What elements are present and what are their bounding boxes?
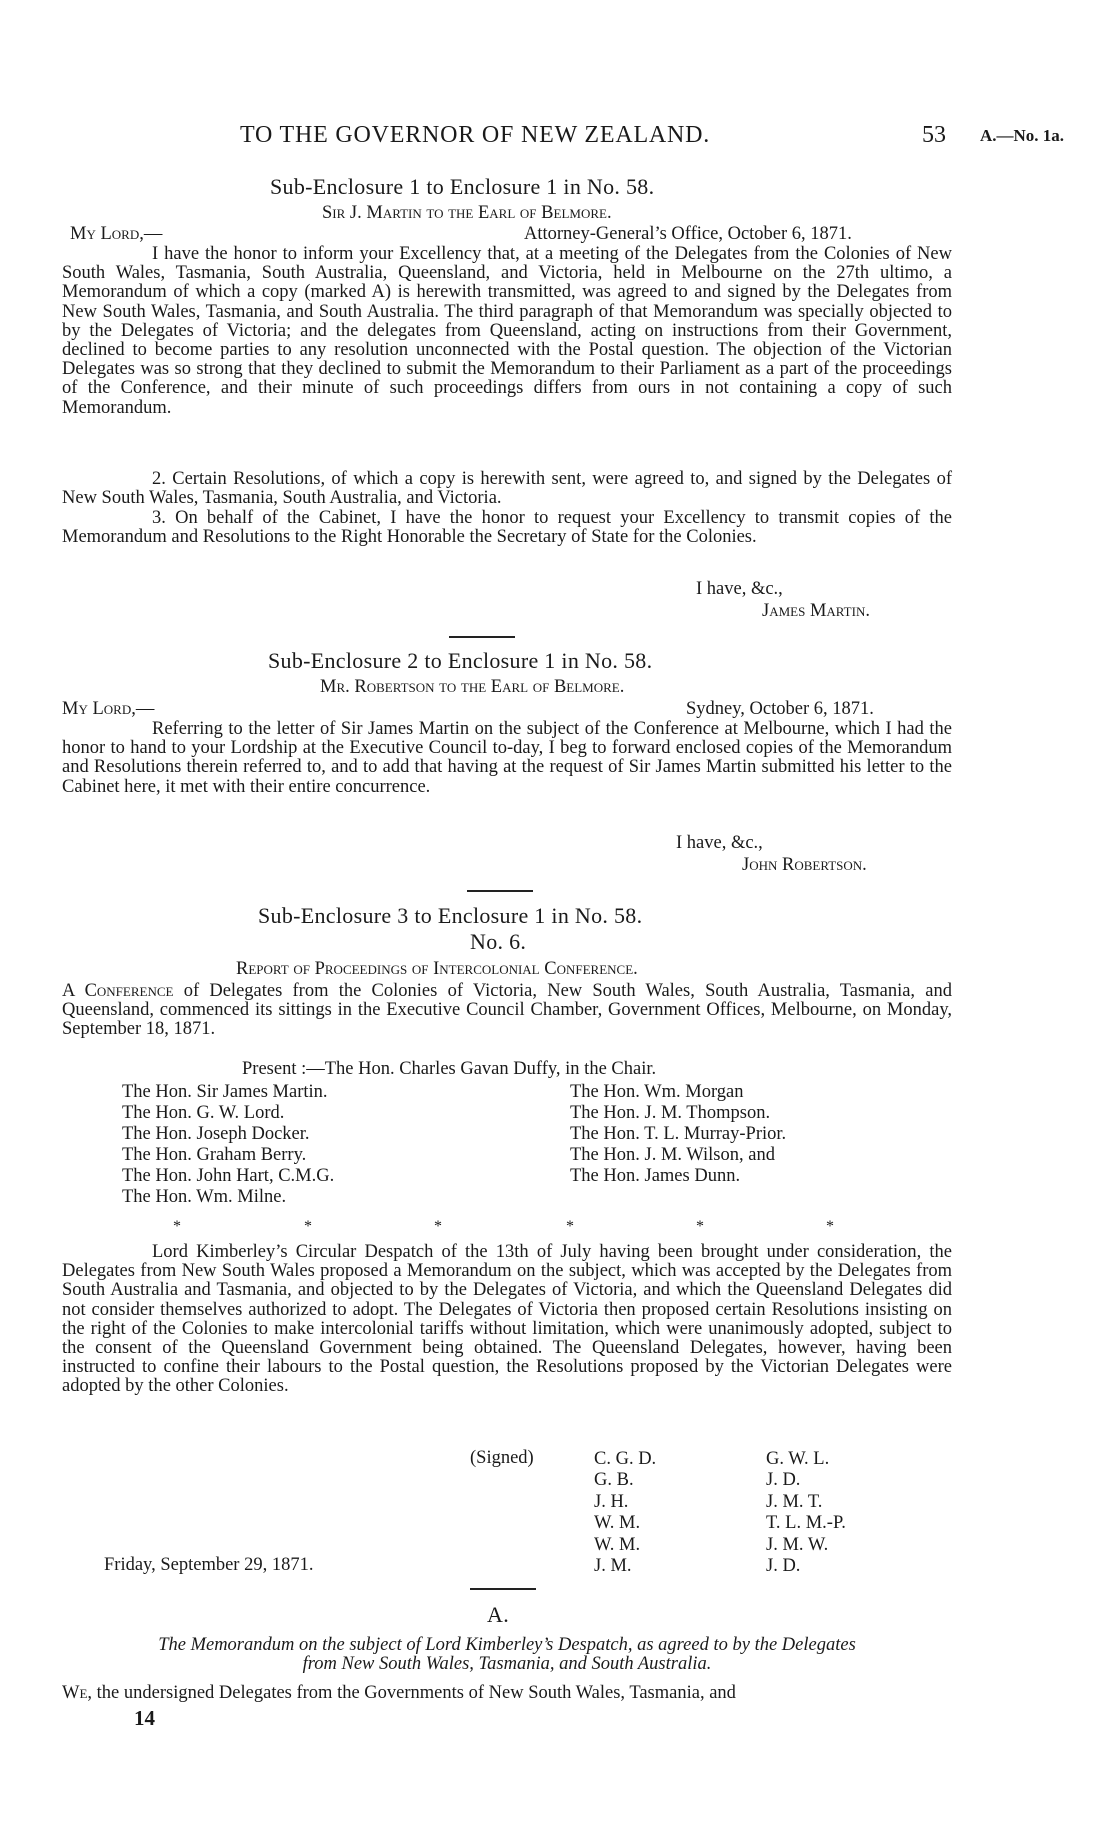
ellipsis-asterisk: * — [304, 1218, 312, 1235]
delegate-name: The Hon. John Hart, C.M.G. — [122, 1166, 335, 1186]
section-divider — [449, 636, 515, 638]
ellipsis-asterisk: * — [434, 1218, 442, 1235]
enclosure-2-place-date: Sydney, October 6, 1871. — [686, 699, 874, 719]
enclosure-2-subheading: Mr. Robertson to the Earl of Belmore. — [320, 677, 625, 697]
enclosure-2-closing: I have, &c., — [676, 833, 763, 853]
initials: T. L. M.-P. — [766, 1513, 846, 1534]
initials: C. G. D. — [594, 1449, 657, 1469]
present-line: Present :—The Hon. Charles Gavan Duffy, in the Chair. — [242, 1059, 657, 1079]
initials-column-2 — [766, 1449, 846, 1577]
enclosure-1-salutation: My Lord,— — [70, 224, 163, 244]
enclosure-1-place-date: Attorney-General’s Office, October 6, 1871. — [524, 224, 852, 244]
delegate-name: The Hon. J. M. Wilson, and — [570, 1145, 775, 1165]
enclosure-1-paragraph-2: 2. Certain Resolutions, of which a copy is herewith sent, were agreed to, and signed by the Delegates of New South Wales, Tasmania, South Australia, and Victoria. — [62, 469, 952, 509]
enclosure-1-paragraph-1: I have the honor to inform your Excellency that, at a meeting of the Delegates from the Colonies of New South Wales, Tasmania, South Australia, Queensland, and Victoria, held in Melbourne on the 27th ultimo, a Memorandum of which a copy (marked A) is herewith transmitted, was agreed to and signed by the Delegates from New South Wales, Tasmania, and South Australia. The third paragraph of that Memorandum was specially objected to by the Delegates of Victoria; and the delegates from Queensland, acting on instructions from their Government, declined to become parties to any resolution unconnected with the Postal question. The objection of the Victorian Delegates was so strong that they declined to submit the Memorandum to their Parliament as a part of the proceedings of the Conference, and their minute of such proceedings differs from ours in not containing a copy of such Memorandum. — [62, 244, 952, 418]
initials: J. M. W. — [766, 1534, 829, 1555]
initials-column-1 — [594, 1449, 656, 1577]
enclosure-1-closing: I have, &c., — [696, 579, 783, 599]
initials: W. M. — [594, 1513, 641, 1534]
delegate-name: The Hon. Wm. Morgan — [570, 1082, 744, 1102]
conference-summary-paragraph: Lord Kimberley’s Circular Despatch of the 13th of July having been brought under consideration, the Delegates from New South Wales proposed a Memorandum on the subject, which was accepted by the Delegates from South Australia and Tasmania, and objected to by the Delegates of Victoria, and which the Queensland Delegates did not consider themselves authorized to adopt. The Delegates of Victoria then proposed certain Resolutions insisting on the right of the Colonies to make intercolonial tariffs without limitation, which were unanimously adopted, subject to the consent of the Queensland Government being obtained. The Queensland Delegates, however, having been instructed to confine their labours to the Postal question, the Resolutions proposed by the Victorian Delegates were adopted by the other Colonies. — [62, 1242, 952, 1397]
report-title: Report of Proceedings of Intercolonial Conference. — [236, 959, 638, 979]
enclosure-2-salutation: My Lord,— — [62, 699, 155, 719]
delegate-name: The Hon. Joseph Docker. — [122, 1124, 310, 1144]
delegate-name: The Hon. Wm. Milne. — [122, 1187, 287, 1207]
enclosure-2-heading: Sub-Enclosure 2 to Enclosure 1 in No. 58. — [268, 648, 653, 673]
conference-intro-paragraph: A Conference of Delegates from the Colonies of Victoria, New South Wales, South Australia, Tasmania, and Queensland, commenced its sittings in the Executive Council Chamber, Government Offices, Melbourne, on Monday, September 18, 1871. — [62, 981, 952, 1040]
enclosure-1-subheading: Sir J. Martin to the Earl of Belmore. — [322, 203, 612, 223]
delegate-name: The Hon. Sir James Martin. — [122, 1082, 328, 1102]
ellipsis-asterisk: * — [566, 1218, 574, 1235]
ellipsis-asterisk: * — [826, 1218, 834, 1235]
enclosure-1-paragraph-3: 3. On behalf of the Cabinet, I have the honor to request your Excellency to transmit copies of the Memorandum and Resolutions to the Right Honorable the Secretary of State for the Colonies. — [62, 508, 952, 548]
initials: J. D. — [766, 1470, 801, 1491]
memorandum-title: The Memorandum on the subject of Lord Kimberley’s Despatch, as agreed to by the Delegates from New South Wales, Tasmania, and South Australia. — [158, 1635, 856, 1675]
initials: J. M. T. — [766, 1491, 823, 1512]
delegate-name: The Hon. James Dunn. — [570, 1166, 741, 1186]
signed-label: (Signed) — [470, 1448, 534, 1468]
page-number: 53 — [922, 122, 946, 148]
ellipsis-asterisk: * — [173, 1218, 181, 1235]
initials: G. B. — [594, 1470, 634, 1491]
header-reference: A.—No. 1a. — [980, 126, 1065, 145]
enclosure-1-heading: Sub-Enclosure 1 to Enclosure 1 in No. 58. — [270, 174, 655, 199]
initials: J. H. — [594, 1491, 629, 1512]
enclosure-3-number: No. 6. — [470, 929, 527, 954]
delegate-name: The Hon. T. L. Murray-Prior. — [570, 1124, 787, 1144]
initials: J. D. — [766, 1556, 801, 1577]
enclosure-2-signature: John Robertson. — [742, 855, 867, 875]
initials: G. W. L. — [766, 1449, 830, 1469]
printer-signature-mark: 14 — [134, 1706, 155, 1730]
initials: W. M. — [594, 1534, 641, 1555]
memorandum-letter: A. — [487, 1602, 509, 1627]
delegate-name: The Hon. J. M. Thompson. — [570, 1103, 771, 1123]
delegates-left-column — [122, 1082, 334, 1208]
ellipsis-asterisk: * — [696, 1218, 704, 1235]
delegate-name: The Hon. G. W. Lord. — [122, 1103, 285, 1123]
enclosure-3-heading: Sub-Enclosure 3 to Enclosure 1 in No. 58. — [258, 903, 643, 928]
memorandum-opening: We, the undersigned Delegates from the Governments of New South Wales, Tasmania, and — [62, 1683, 736, 1703]
running-header-title: TO THE GOVERNOR OF NEW ZEALAND. — [240, 122, 711, 148]
enclosure-2-paragraph: Referring to the letter of Sir James Martin on the subject of the Conference at Melbourne, which I had the honor to hand to your Lordship at the Executive Council to-day, I beg to forward enclosed copies of the Memorandum and Resolutions therein referred to, and to add that having at the request of Sir James Martin submitted his letter to the Cabinet here, it met with their entire concurrence. — [62, 719, 952, 797]
delegates-right-column — [570, 1082, 786, 1187]
enclosure-1-signature: James Martin. — [762, 601, 870, 621]
section-divider — [467, 890, 533, 892]
delegate-name: The Hon. Graham Berry. — [122, 1145, 307, 1165]
section-divider — [470, 1588, 536, 1590]
initials: J. M. — [594, 1556, 632, 1577]
report-date: Friday, September 29, 1871. — [104, 1555, 314, 1575]
